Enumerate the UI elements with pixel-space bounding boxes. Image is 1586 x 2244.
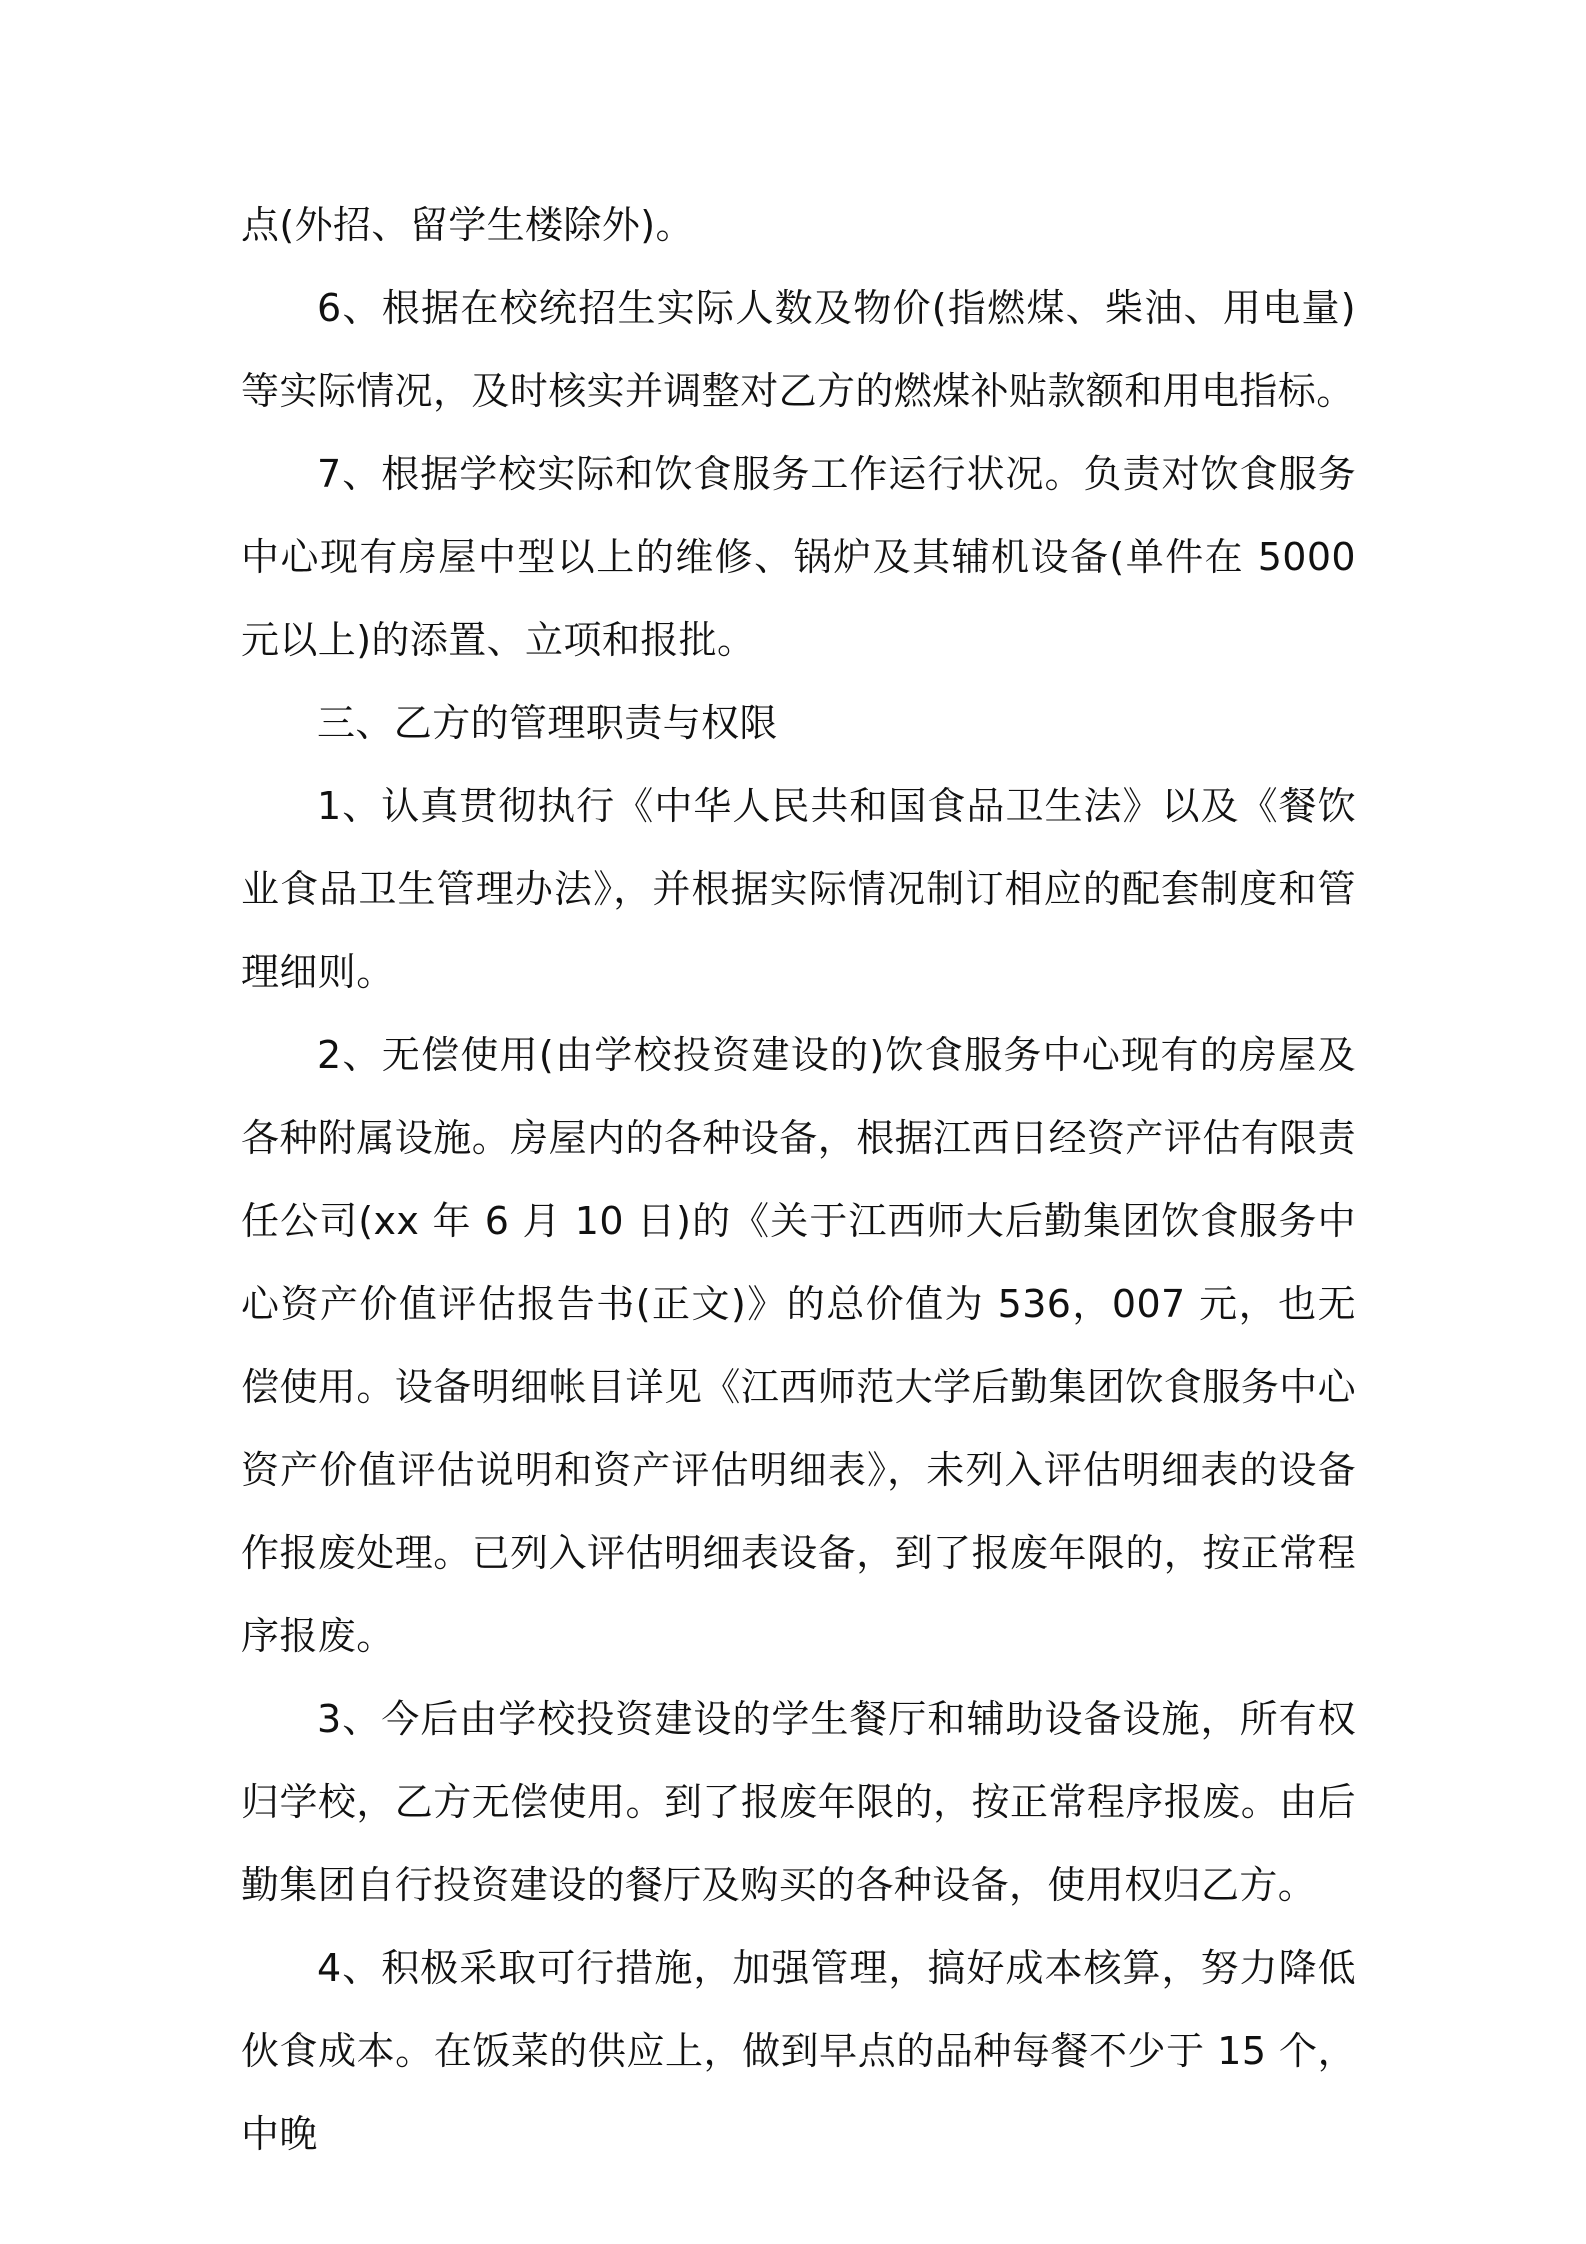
paragraph-item-3: 3、今后由学校投资建设的学生餐厅和辅助设备设施，所有权归学校，乙方无偿使用。到了报废年限的，按正常程序报废。由后勤集团自行投资建设的餐厅及购买的各种设备，使用权归乙方。	[241, 1697, 1356, 1907]
paragraph-item-4: 4、积极采取可行措施，加强管理，搞好成本核算，努力降低伙食成本。在饭菜的供应上，做到早点的品种每餐不少于 15 个，中晚	[241, 1946, 1356, 2156]
paragraph-item-1: 1、认真贯彻执行《中华人民共和国食品卫生法》以及《餐饮业食品卫生管理办法》，并根据实际情况制订相应的配套制度和管理细则。	[241, 784, 1356, 994]
paragraph-item-7: 7、根据学校实际和饮食服务工作运行状况。负责对饮食服务中心现有房屋中型以上的维修、锅炉及其辅机设备(单件在 5000 元以上)的添置、立项和报批。	[241, 452, 1356, 662]
paragraph-continuation: 点(外招、留学生楼除外)。	[241, 203, 694, 247]
section-heading-3: 三、乙方的管理职责与权限	[317, 701, 778, 745]
paragraph-item-2: 2、无偿使用(由学校投资建设的)饮食服务中心现有的房屋及各种附属设施。房屋内的各种设备，根据江西日经资产评估有限责任公司(xx 年 6 月 10 日)的《关于江西师大后勤集团饮食服务中心资产价值评估报告书(正文)》的总价值为 536，007 元，也无偿使用。设备明细帐目详见《江西师范大学后勤集团饮食服务中心资产价值评估说明和资产评估明细表》，未列入评估明细表的设备作报废处理。已列入评估明细表设备，到了报废年限的，按正常程序报废。	[241, 1033, 1356, 1658]
paragraph-item-6: 6、根据在校统招生实际人数及物价(指燃煤、柴油、用电量)等实际情况，及时核实并调整对乙方的燃煤补贴款额和用电指标。	[241, 286, 1356, 413]
document-body	[241, 184, 1356, 2176]
